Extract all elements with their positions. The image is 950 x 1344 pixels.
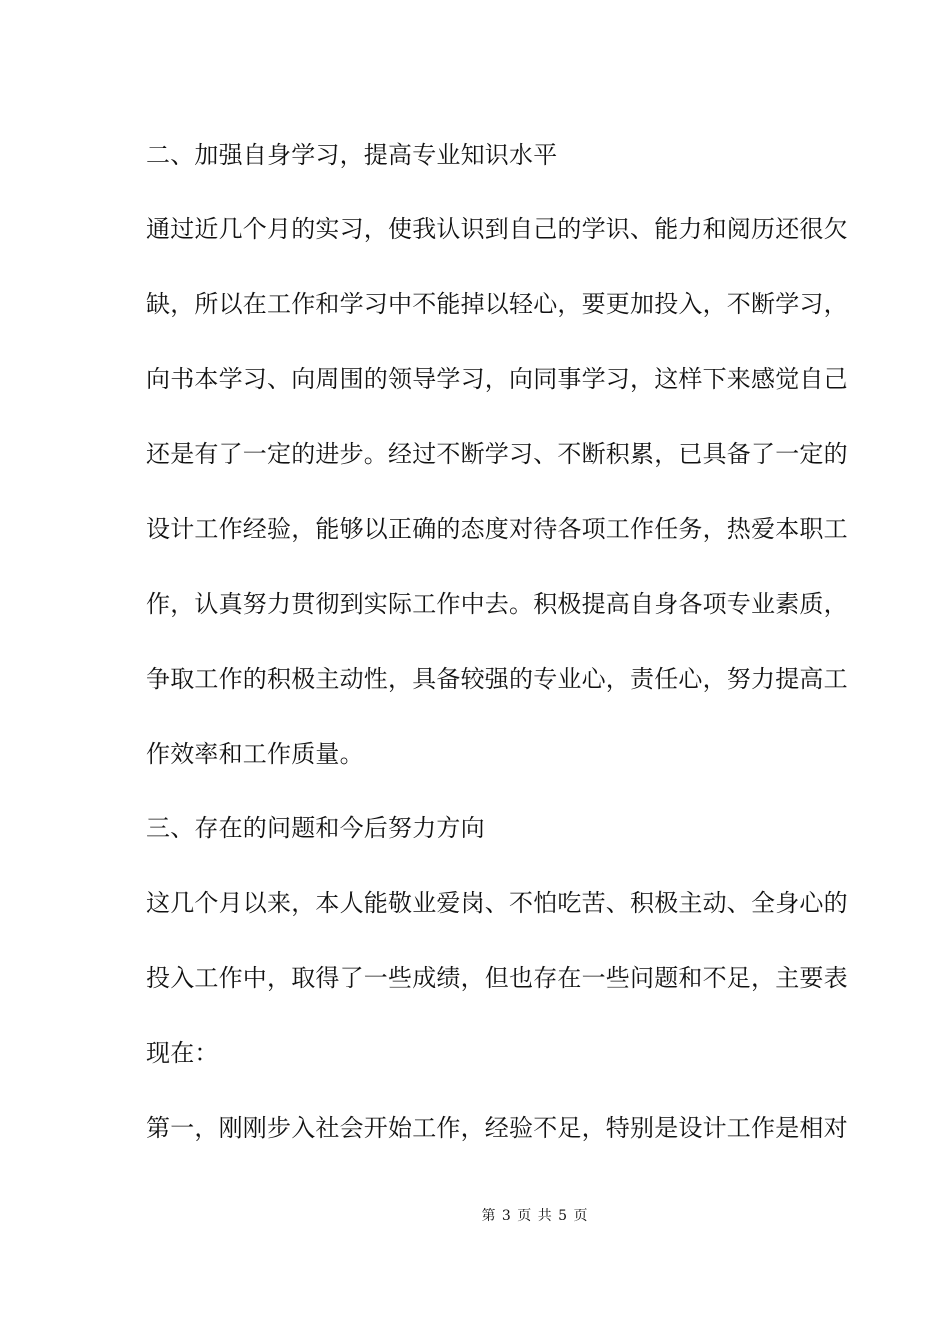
page-footer: 第 3 页 共 5 页: [481, 1208, 589, 1224]
paragraph-line: 还是有了一定的进步。经过不断学习、不断积累，已具备了一定的: [146, 440, 848, 468]
paragraph-line: 向书本学习、向周围的领导学习，向同事学习，这样下来感觉自己: [146, 365, 848, 393]
paragraph-line: 缺，所以在工作和学习中不能掉以轻心，要更加投入，不断学习，: [146, 290, 848, 318]
paragraph-line: 投入工作中，取得了一些成绩，但也存在一些问题和不足，主要表: [146, 964, 848, 992]
paragraph-line: 通过近几个月的实习，使我认识到自己的学识、能力和阅历还很欠: [146, 215, 848, 243]
paragraph-line: 争取工作的积极主动性，具备较强的专业心，责任心，努力提高工: [146, 665, 848, 693]
paragraph-line: 设计工作经验，能够以正确的态度对待各项工作任务，热爱本职工: [146, 515, 848, 543]
paragraph-line: 这几个月以来，本人能敬业爱岗、不怕吃苦、积极主动、全身心的: [146, 889, 848, 917]
heading-section-2: 二、加强自身学习，提高专业知识水平: [146, 141, 558, 169]
heading-section-3: 三、存在的问题和今后努力方向: [146, 814, 485, 842]
paragraph-line: 现在：: [146, 1039, 219, 1067]
paragraph-line: 第一，刚刚步入社会开始工作，经验不足，特别是设计工作是相对: [146, 1114, 848, 1142]
paragraph-line: 作效率和工作质量。: [146, 740, 364, 768]
paragraph-line: 作，认真努力贯彻到实际工作中去。积极提高自身各项专业素质，: [146, 590, 848, 618]
